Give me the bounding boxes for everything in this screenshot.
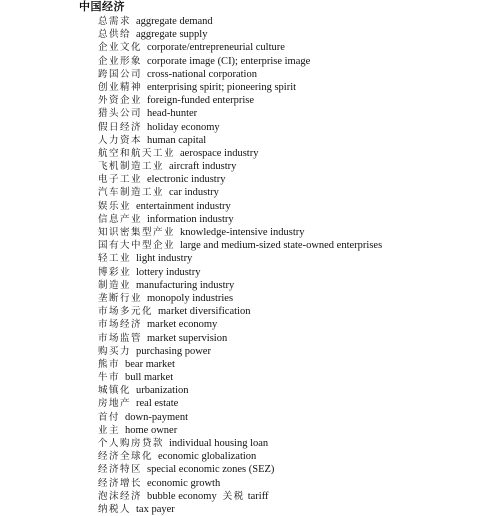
chinese-term: 人力资本 <box>98 134 143 146</box>
chinese-term: 飞机制造工业 <box>98 161 165 173</box>
glossary-entry <box>98 200 382 213</box>
chinese-term: 经济增长 <box>98 477 143 489</box>
english-term: market supervision <box>147 332 228 344</box>
chinese-term: 业主 <box>98 424 121 436</box>
chinese-term: 制造业 <box>98 279 132 291</box>
glossary-entry <box>98 424 382 437</box>
glossary-entry <box>98 213 382 226</box>
english-term: entertainment industry <box>136 200 231 212</box>
glossary-entry <box>98 121 382 134</box>
glossary-entry <box>98 94 382 107</box>
english-term: economic growth <box>147 477 221 489</box>
english-term: tax payer <box>136 503 175 515</box>
english-term: monopoly industries <box>147 292 234 304</box>
chinese-term: 城镇化 <box>98 385 132 397</box>
glossary-entry <box>98 463 382 476</box>
english-term: head-hunter <box>147 108 198 120</box>
glossary-entry <box>98 160 382 173</box>
glossary-entry <box>98 279 382 292</box>
glossary-entry <box>98 503 382 516</box>
chinese-term-extra: 关税 <box>222 490 245 502</box>
english-term: enterprising spirit; pioneering spirit <box>147 81 297 93</box>
english-term: aerospace industry <box>180 147 259 159</box>
glossary-entry <box>98 226 382 239</box>
english-term: aggregate supply <box>136 29 208 41</box>
glossary-entry <box>98 371 382 384</box>
chinese-term: 总需求 <box>98 16 132 27</box>
english-term: foreign-funded enterprise <box>147 95 255 107</box>
chinese-term: 假日经济 <box>98 121 143 133</box>
english-term: bubble economy <box>147 490 217 502</box>
glossary-entry <box>98 292 382 305</box>
english-term: information industry <box>147 213 234 225</box>
chinese-term: 轻工业 <box>98 253 132 265</box>
english-term: aircraft industry <box>169 161 237 173</box>
english-term-extra: tariff <box>247 490 269 502</box>
glossary-entry <box>98 397 382 410</box>
english-term: cross-national corporation <box>147 68 257 80</box>
glossary-list <box>98 15 382 516</box>
chinese-term: 信息产业 <box>98 213 143 225</box>
english-term: human capital <box>147 134 207 146</box>
chinese-term: 市场多元化 <box>98 306 154 318</box>
chinese-term: 熊市 <box>98 358 121 370</box>
glossary-entry <box>98 186 382 199</box>
english-term: market economy <box>147 319 218 331</box>
glossary-entry <box>98 266 382 279</box>
english-term: home owner <box>125 424 178 436</box>
chinese-term: 外资企业 <box>98 95 143 107</box>
chinese-term: 经济特区 <box>98 464 143 476</box>
english-term: lottery industry <box>136 266 201 278</box>
glossary-entry <box>98 41 382 54</box>
chinese-term: 总供给 <box>98 29 132 41</box>
chinese-term: 创业精神 <box>98 81 143 93</box>
glossary-entry <box>98 107 382 120</box>
english-term: urbanization <box>136 385 189 397</box>
chinese-term: 博彩业 <box>98 266 132 278</box>
chinese-term: 个人购房贷款 <box>98 438 165 449</box>
english-term: special economic zones (SEZ) <box>147 464 275 476</box>
english-term: individual housing loan <box>169 438 269 449</box>
glossary-entry <box>98 173 382 186</box>
chinese-term: 纳税人 <box>98 503 132 515</box>
chinese-term: 房地产 <box>98 398 132 410</box>
chinese-term: 牛市 <box>98 372 121 384</box>
glossary-entry <box>98 55 382 68</box>
chinese-term: 娱乐业 <box>98 200 132 212</box>
english-term: corporate image (CI); enterprise image <box>147 55 311 67</box>
english-term: electronic industry <box>147 174 226 186</box>
glossary-entry <box>98 81 382 94</box>
english-term: down-payment <box>125 411 189 423</box>
chinese-term: 航空和航天工业 <box>98 147 176 159</box>
english-term: real estate <box>136 398 179 410</box>
english-term: light industry <box>136 253 193 265</box>
chinese-term: 电子工业 <box>98 174 143 186</box>
glossary-entry <box>98 134 382 147</box>
chinese-term: 国有大中型企业 <box>98 240 176 252</box>
english-term: bull market <box>125 372 174 384</box>
chinese-term: 猎头公司 <box>98 108 143 120</box>
glossary-entry <box>98 384 382 397</box>
english-term: manufacturing industry <box>136 279 235 291</box>
english-term: bear market <box>125 358 175 370</box>
chinese-term: 市场经济 <box>98 319 143 331</box>
chinese-term: 跨国公司 <box>98 68 143 80</box>
chinese-term: 泡沫经济 <box>98 490 143 502</box>
glossary-entry <box>98 437 382 450</box>
chinese-term: 知识密集型产业 <box>98 227 176 238</box>
english-term: economic globalization <box>158 451 257 463</box>
glossary-entry <box>98 318 382 331</box>
glossary-entry <box>98 411 382 424</box>
chinese-term: 首付 <box>98 411 121 423</box>
english-term: purchasing power <box>136 345 211 357</box>
glossary-entry <box>98 477 382 490</box>
glossary-entry <box>98 450 382 463</box>
glossary-entry <box>98 490 382 503</box>
chinese-term: 经济全球化 <box>98 451 154 463</box>
glossary-entry <box>98 239 382 252</box>
glossary-entry <box>98 15 382 28</box>
english-term: large and medium-sized state-owned enterprises <box>180 240 383 252</box>
chinese-term: 市场监管 <box>98 332 143 344</box>
english-term: aggregate demand <box>136 16 213 27</box>
english-term: knowledge-intensive industry <box>180 227 305 238</box>
chinese-term: 垄断行业 <box>98 292 143 304</box>
glossary-entry <box>98 305 382 318</box>
glossary-entry <box>98 68 382 81</box>
english-term: market diversification <box>158 306 251 318</box>
chinese-term: 企业形象 <box>98 55 143 67</box>
chinese-term: 企业文化 <box>98 42 143 54</box>
section-heading: 中国经济 <box>79 0 125 13</box>
glossary-entry <box>98 252 382 265</box>
glossary-entry <box>98 345 382 358</box>
english-term: corporate/entrepreneurial culture <box>147 42 285 54</box>
english-term: holiday economy <box>147 121 220 133</box>
english-term: car industry <box>169 187 219 199</box>
chinese-term: 汽车制造工业 <box>98 187 165 199</box>
glossary-entry <box>98 358 382 371</box>
glossary-entry <box>98 147 382 160</box>
glossary-entry <box>98 332 382 345</box>
chinese-term: 购买力 <box>98 345 132 357</box>
glossary-entry <box>98 28 382 41</box>
